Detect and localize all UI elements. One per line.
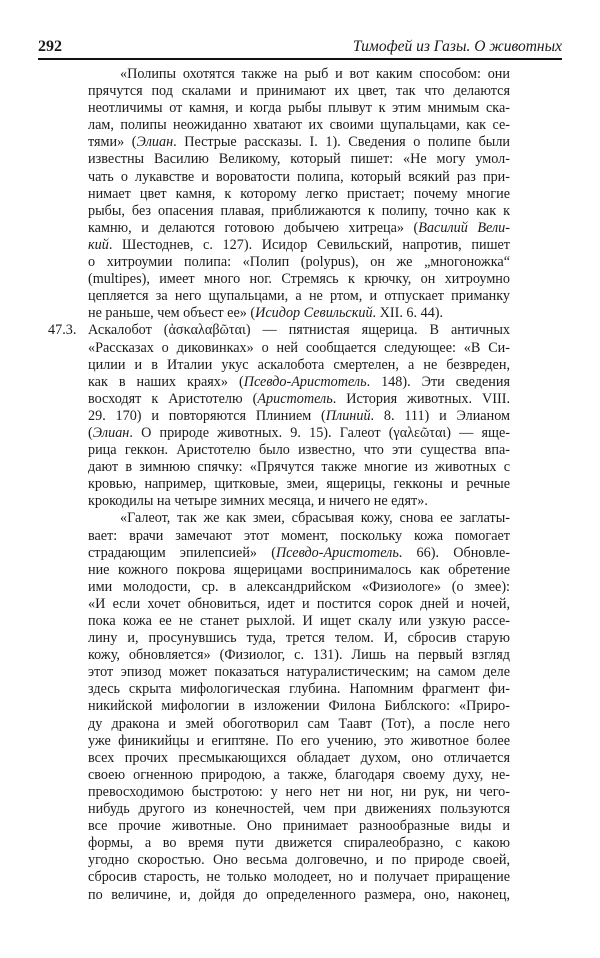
text-segment: . 8. 111) и Элианом <box>370 407 510 424</box>
text-segment: чать о лукавстве и вороватости полипа, который всякий раз при- <box>88 168 510 185</box>
text-segment: (multipes), имеет много ног. Стремясь к крючку, он хитроумно <box>88 271 510 288</box>
text-segment: восходят к Аристотелю ( <box>88 390 258 407</box>
citation-author: Псевдо-Аристотель <box>243 373 367 390</box>
text-line <box>88 733 510 750</box>
text-segment: пока кожа ее не станет рыхлой. И ищет скалу или узкую рассе- <box>88 613 510 629</box>
text-segment: . Шестоднев, с. 127). Исидор Севильский, напротив, пишет <box>108 236 510 253</box>
text-line <box>88 459 510 476</box>
text-line <box>88 340 510 357</box>
text-segment: никийской мифологии в изложении Филона Библского: «Приро- <box>88 698 510 715</box>
page-number: 292 <box>38 38 62 55</box>
text-line <box>88 254 510 271</box>
text-segment: «Галеот, так же как змеи, сбрасывая кожу, снова ее заглаты- <box>120 510 510 527</box>
text-segment: Аскалобот (ἀσκαλαβῶται) — пятнистая ящерица. В античных <box>88 322 510 339</box>
text-segment: цепляется за него щупальцами, а не ртом, и отпускает приманку <box>88 288 510 305</box>
text-line <box>88 818 510 835</box>
citation-author: Плиний <box>325 407 371 424</box>
text-segment: известны Василию Великому, который пишет: «Не могу умол- <box>88 151 510 168</box>
text-segment: превосходимою быстротою: у него нет ни ног, ни рук, ни чего- <box>88 783 510 800</box>
text-line <box>88 203 510 220</box>
text-segment: «Полипы охотятся также на рыб и вот каким способом: они <box>120 66 510 82</box>
text-segment: вает: врачи замечают этот момент, поскольку кожа помогает <box>88 527 510 544</box>
text-segment: своею огненною природою, а также, благодаря своему духу, не- <box>88 766 510 783</box>
text-line <box>88 681 510 698</box>
text-line <box>88 288 510 305</box>
text-segment: не раньше, чем объест ее» ( <box>88 305 256 322</box>
body-text <box>48 66 510 904</box>
text-segment: . 66). Обновле- <box>398 544 510 561</box>
text-segment: тями» ( <box>88 134 137 151</box>
text-segment: кожу, обновляется» (Физиолог, с. 131). Лишь на первый взгляд <box>88 647 510 664</box>
text-line <box>88 271 510 288</box>
text-line <box>88 887 510 904</box>
text-line <box>88 750 510 767</box>
text-line <box>88 100 510 117</box>
text-line <box>88 767 510 784</box>
text-line <box>88 664 510 681</box>
text-line <box>88 801 510 818</box>
text-line <box>88 134 510 151</box>
text-segment: . Пестрые рассказы. I. 1). Сведения о полипе были <box>173 134 510 151</box>
citation-author: кий <box>88 236 109 253</box>
text-line <box>88 357 510 374</box>
text-line <box>88 852 510 869</box>
text-line <box>88 151 510 168</box>
text-line <box>48 322 510 339</box>
text-line <box>88 698 510 715</box>
text-segment: нибудь другого из конечностей, чем при движениях пользуются <box>88 801 510 818</box>
text-line <box>88 493 510 510</box>
text-segment: формы, а во время пути движется спиралеобразно, с какою <box>88 835 510 852</box>
text-segment: кровью, например, щитковые, змеи, ящерицы, гекконы и речные <box>88 476 510 493</box>
text-segment: дают в зимнюю спячку: «Прячутся также многие из животных с <box>88 459 510 476</box>
text-line <box>88 186 510 203</box>
text-segment: лам, полипы неожиданно хватают их своими щупальцами, как се- <box>88 117 510 134</box>
text-line <box>88 528 510 545</box>
text-line <box>88 630 510 647</box>
text-line <box>88 869 510 886</box>
text-segment: страдающим эпилепсией» ( <box>88 544 276 561</box>
citation-author: Элиан <box>136 134 174 151</box>
text-segment: ими молодости, ср. в александрийском «Физиологе» (о змее): <box>88 578 510 595</box>
citation-author: Василий Вели- <box>418 219 510 236</box>
text-segment: ( <box>88 424 93 441</box>
text-line <box>88 425 510 442</box>
text-line <box>88 442 510 459</box>
text-segment: рица геккон. Аристотелю было известно, что эти существа впа- <box>88 442 510 459</box>
text-segment: «И если хочет обновиться, идет и постится сорок дней и ночей, <box>88 595 510 612</box>
text-segment: «Рассказах о диковинках» о ней сообщается следующее: «В Си- <box>88 339 510 356</box>
text-segment: . История животных. VIII. <box>332 390 510 407</box>
text-line <box>88 169 510 186</box>
text-segment: нимает цвет камня, к которому легко пристает; почему многие <box>88 185 510 202</box>
running-title: Тимофей из Газы. О животных <box>352 38 562 55</box>
citation-author: Аристотель <box>257 390 333 407</box>
text-line <box>88 391 510 408</box>
text-line <box>88 117 510 134</box>
section-number: 47.3. <box>48 322 77 339</box>
header-rule <box>38 58 562 60</box>
text-segment: лину и, просунувшись туда, трется телом. И, сбросив старую <box>88 630 510 647</box>
text-segment: о хитроумии полипа: «Полип (polypus), он же „многоножка“ <box>88 254 510 271</box>
text-line <box>88 613 510 630</box>
text-segment: здесь скрыта мифологическая глубина. Напомним фрагмент фи- <box>88 681 510 698</box>
text-segment: камню, и делаются готовою добычею хитреца» ( <box>88 219 419 236</box>
text-line <box>88 562 510 579</box>
citation-author: Исидор Севильский <box>255 305 373 322</box>
text-segment: . 148). Эти сведения <box>366 373 510 390</box>
text-segment: угодно скоростью. Оно весьма долговечно, и по природе своей, <box>88 852 510 869</box>
text-segment: уже финикийцы и египтяне. По его учению, это животное более <box>88 732 510 749</box>
text-segment: ние кожного покрова ящерицами воспринималось как обретение <box>88 561 510 578</box>
text-line <box>88 545 510 562</box>
citation-author: Элиан <box>92 424 130 441</box>
text-segment: рыбы, без опасения плавая, приближаются к полипу, точно как к <box>88 202 510 219</box>
text-line <box>88 408 510 425</box>
text-line <box>88 220 510 237</box>
text-segment: сбросив старость, не только молодеет, но и получает приращение <box>88 869 510 886</box>
text-segment: прячутся под скалами и принимают их цвет, так что делаются <box>88 83 510 100</box>
text-segment: 29. 170) и повторяются Плинием ( <box>88 407 326 424</box>
text-segment: . О природе животных. 9. 15). Галеот (γαλεῶται) — яще- <box>129 424 510 441</box>
text-line <box>88 835 510 852</box>
text-line <box>88 237 510 254</box>
text-segment: крокодилы на четыре зимних месяца, и ничего не едят». <box>88 493 428 510</box>
text-line <box>88 784 510 801</box>
text-line <box>88 510 510 527</box>
text-segment: все прочие животные. Оно принимает разнообразные виды и <box>88 818 510 835</box>
text-segment: цилии и в Италии укус аскалобота смертелен, а не безвреден, <box>88 356 510 373</box>
text-line <box>88 716 510 733</box>
text-line <box>88 66 510 83</box>
text-segment: по величине, и, дойдя до определенного размера, оно, наконец, <box>88 886 510 903</box>
text-segment: всех прочих пресмыкающихся обладает духом, оно отличается <box>88 749 510 766</box>
text-segment: этот эпизод может показаться натуралистическим; на самом деле <box>88 664 510 681</box>
text-segment: как в наших краях» ( <box>88 373 244 390</box>
citation-author: Псевдо-Аристотель <box>275 544 399 561</box>
text-line <box>88 83 510 100</box>
text-segment: ду дракона и змей обоготворил сам Таавт (Тот), а после него <box>88 715 510 732</box>
text-line <box>88 647 510 664</box>
text-line <box>88 305 510 322</box>
text-line <box>88 596 510 613</box>
text-line <box>88 579 510 596</box>
text-segment: неотличимы от камня, и когда рыбы плывут к этим мнимым ска- <box>88 100 510 117</box>
text-line <box>88 374 510 391</box>
text-line <box>88 476 510 493</box>
text-segment: . XII. 6. 44). <box>372 305 444 322</box>
